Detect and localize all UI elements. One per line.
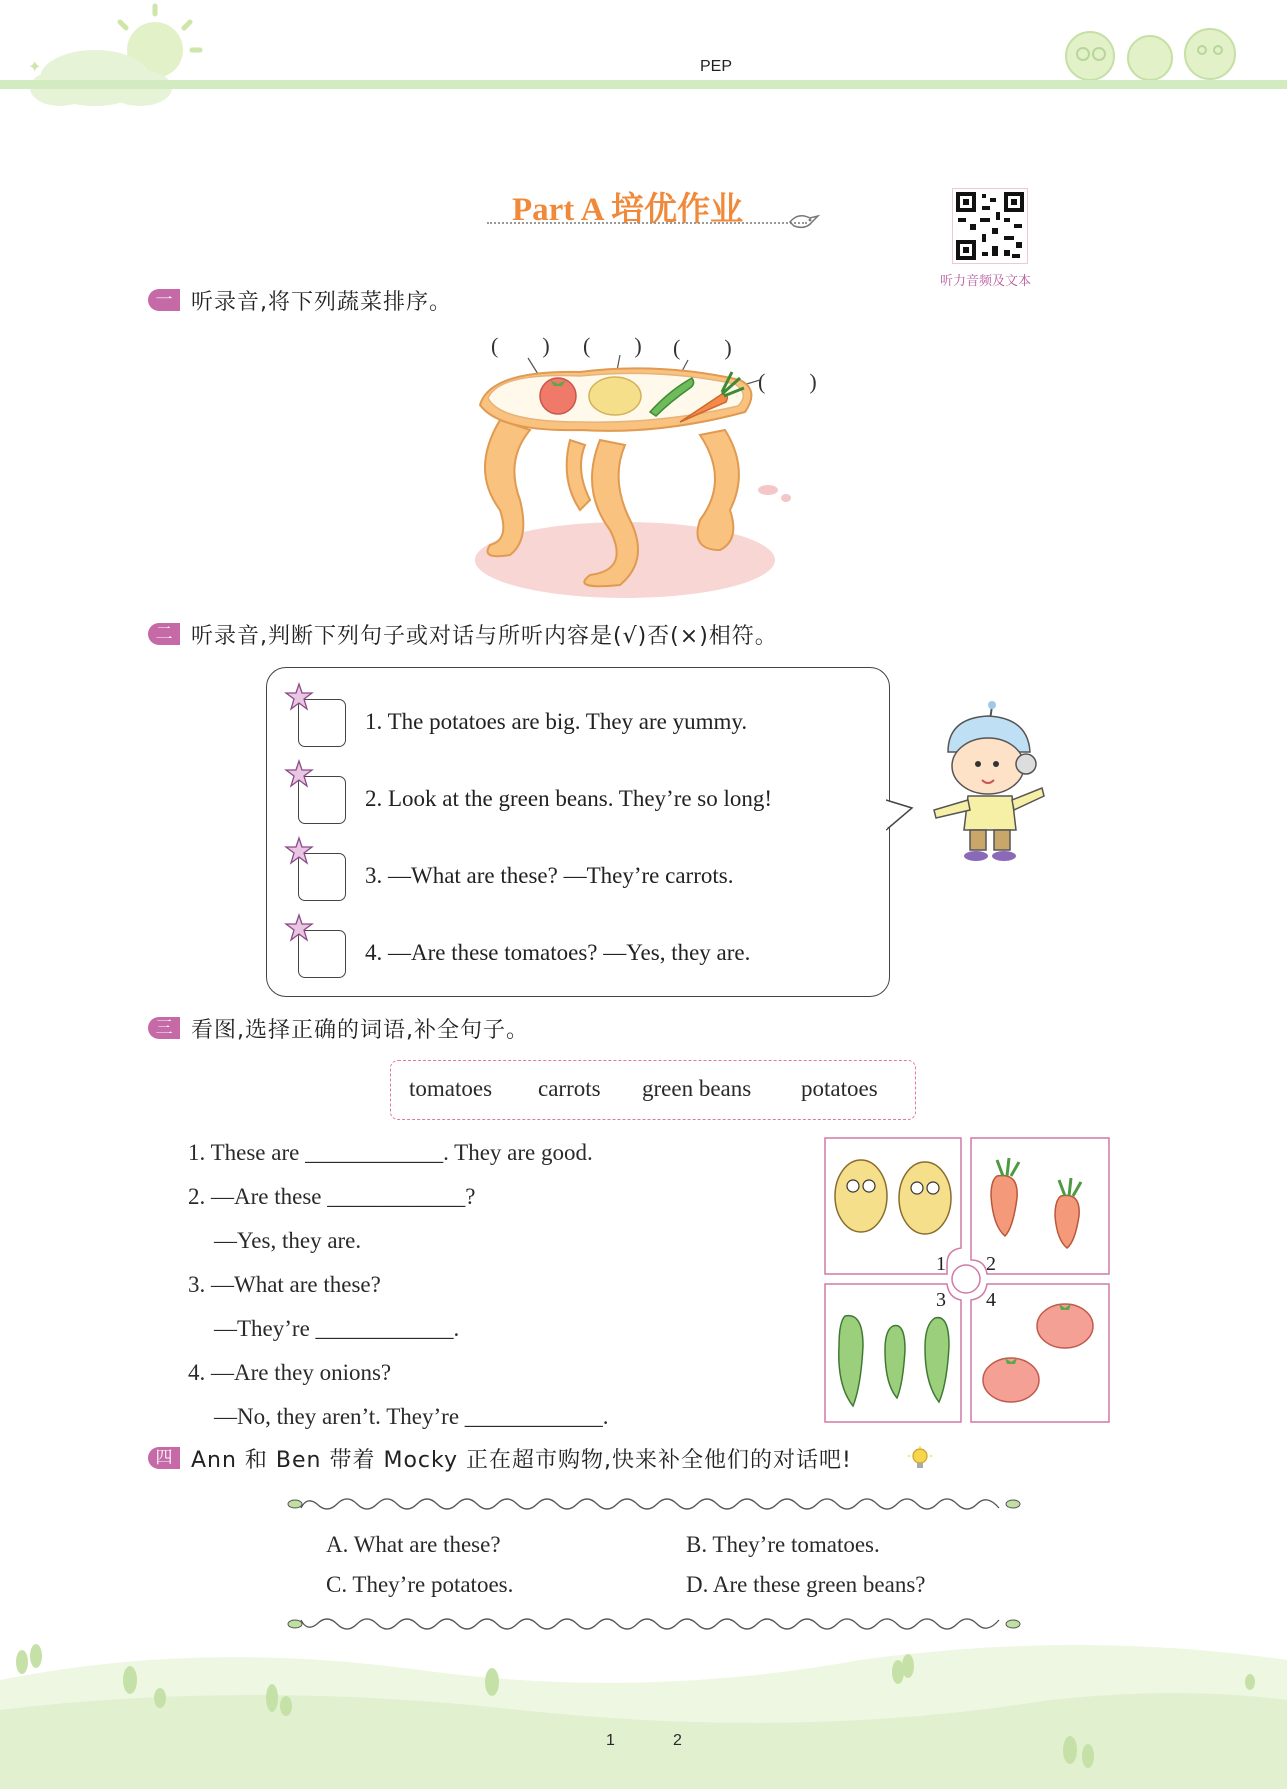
answer-bracket-1[interactable]: ( )	[491, 333, 550, 358]
dialogue-option-d: D. Are these green beans?	[686, 1572, 926, 1597]
qr-caption: 听力音频及文本	[940, 274, 1032, 289]
judge-sentence-4: 4. —Are these tomatoes? —Yes, they are.	[365, 940, 751, 965]
judge-sentence-3: 3. —What are these? —They’re carrots.	[365, 863, 734, 888]
header-cloud-sun-decoration	[0, 0, 220, 120]
star-flower-icon	[284, 913, 314, 943]
vegetable-picture-grid	[823, 1136, 1111, 1424]
svg-text:✦: ✦	[28, 57, 42, 76]
vine-border-top	[287, 1490, 1022, 1522]
section-3-badge: 三	[148, 1017, 180, 1039]
fill-line-4: 4. —Are they onions?	[188, 1360, 392, 1385]
boy-with-headphones-illustration	[932, 700, 1047, 865]
dialogue-option-b: B. They’re tomatoes.	[686, 1532, 880, 1557]
word-bank-word: potatoes	[801, 1076, 878, 1101]
footer-hills-decoration	[0, 1620, 1287, 1789]
section-4-instruction: Ann 和 Ben 带着 Mocky 正在超市购物,快来补全他们的对话吧!	[191, 1448, 852, 1473]
vegetable-table-illustration	[460, 350, 820, 600]
answer-bracket-4[interactable]: ( )	[758, 369, 817, 394]
page-title: Part A 培优作业	[512, 192, 743, 228]
section-2-badge: 二	[148, 623, 180, 645]
dialogue-option-a: A. What are these?	[326, 1532, 501, 1557]
page-number-left: 1	[606, 1732, 615, 1749]
fill-line-2[interactable]: 2. —Are these ____________?	[188, 1184, 476, 1209]
word-bank-word: carrots	[538, 1076, 601, 1101]
judge-sentence-2: 2. Look at the green beans. They’re so long!	[365, 786, 773, 811]
picture-number: 1	[936, 1253, 946, 1275]
lightbulb-icon	[908, 1446, 932, 1472]
header-animals-decoration	[1055, 18, 1255, 83]
fill-line-4-answer[interactable]: —No, they aren’t. They’re ____________.	[214, 1404, 609, 1429]
fill-line-1[interactable]: 1. These are ____________. They are good.	[188, 1140, 593, 1165]
section-4-badge: 四	[148, 1447, 180, 1469]
fill-line-3: 3. —What are these?	[188, 1272, 381, 1297]
dialogue-option-c: C. They’re potatoes.	[326, 1572, 514, 1597]
word-bank-word: tomatoes	[409, 1076, 493, 1101]
judge-sentence-1: 1. The potatoes are big. They are yummy.	[365, 709, 748, 734]
section-2-instruction: 听录音,判断下列句子或对话与所听内容是(√)否(×)相符。	[191, 624, 778, 649]
fill-line-2-answer: —Yes, they are.	[214, 1228, 362, 1253]
star-flower-icon	[284, 682, 314, 712]
header-rule	[0, 80, 1287, 89]
section-1-badge: 一	[148, 289, 180, 311]
series-label: PEP	[700, 58, 733, 75]
word-bank-word: green beans	[642, 1076, 752, 1101]
picture-number: 2	[986, 1253, 996, 1275]
speech-bubble-tail	[886, 790, 916, 850]
bird-icon	[788, 210, 820, 232]
star-flower-icon	[284, 836, 314, 866]
section-1-instruction: 听录音,将下列蔬菜排序。	[191, 290, 452, 315]
star-flower-icon	[284, 759, 314, 789]
answer-bracket-2[interactable]: ( )	[583, 333, 642, 358]
fill-line-3-answer[interactable]: —They’re ____________.	[214, 1316, 460, 1341]
picture-number: 3	[936, 1289, 946, 1311]
title-underline	[487, 222, 807, 224]
page-number-right: 2	[673, 1732, 682, 1749]
qr-code-icon[interactable]	[952, 188, 1028, 264]
picture-number: 4	[986, 1289, 996, 1311]
answer-bracket-3[interactable]: ( )	[673, 335, 732, 360]
section-3-instruction: 看图,选择正确的词语,补全句子。	[191, 1018, 529, 1043]
